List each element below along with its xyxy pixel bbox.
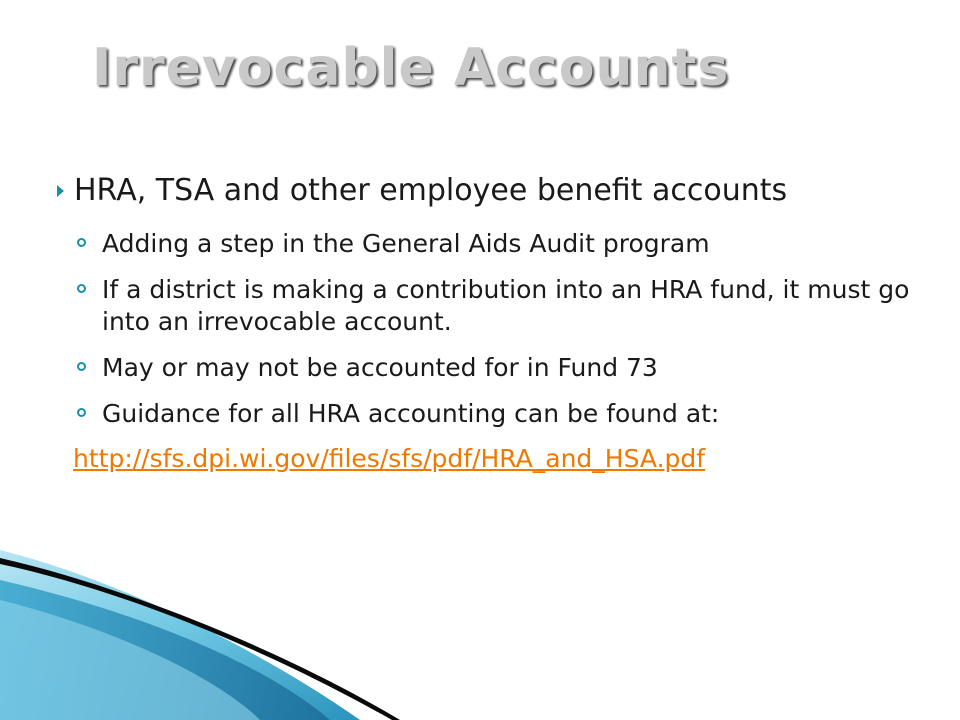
ring-bullet-icon (77, 284, 86, 293)
slide-content (72, 172, 912, 473)
sub-bullet-text: If a district is making a contribution into an HRA fund, it must go into an irrevocable account. (102, 275, 910, 336)
main-bullet-text: HRA, TSA and other employee benefit accounts (74, 173, 788, 208)
ring-bullet-icon (77, 362, 86, 371)
main-bullet (72, 172, 912, 210)
ring-bullet-icon (77, 408, 86, 417)
wave-decoration (0, 540, 960, 720)
slide-title: Irrevocable Accounts (92, 38, 730, 98)
sub-bullet-text: May or may not be accounted for in Fund 73 (102, 353, 658, 382)
sub-bullet-3 (102, 352, 912, 384)
ring-bullet-icon (77, 238, 86, 247)
sub-bullet-text: Adding a step in the General Aids Audit program (102, 229, 710, 258)
hra-guidance-link[interactable]: http://sfs.dpi.wi.gov/files/sfs/pdf/HRA_and_HSA.pdf (73, 444, 706, 473)
sub-bullet-text: Guidance for all HRA accounting can be found at: (102, 399, 720, 428)
arrow-bullet-icon (57, 185, 64, 197)
sub-bullet-4 (102, 398, 912, 430)
sub-bullet-2 (102, 274, 912, 338)
sub-bullet-1 (102, 228, 912, 260)
